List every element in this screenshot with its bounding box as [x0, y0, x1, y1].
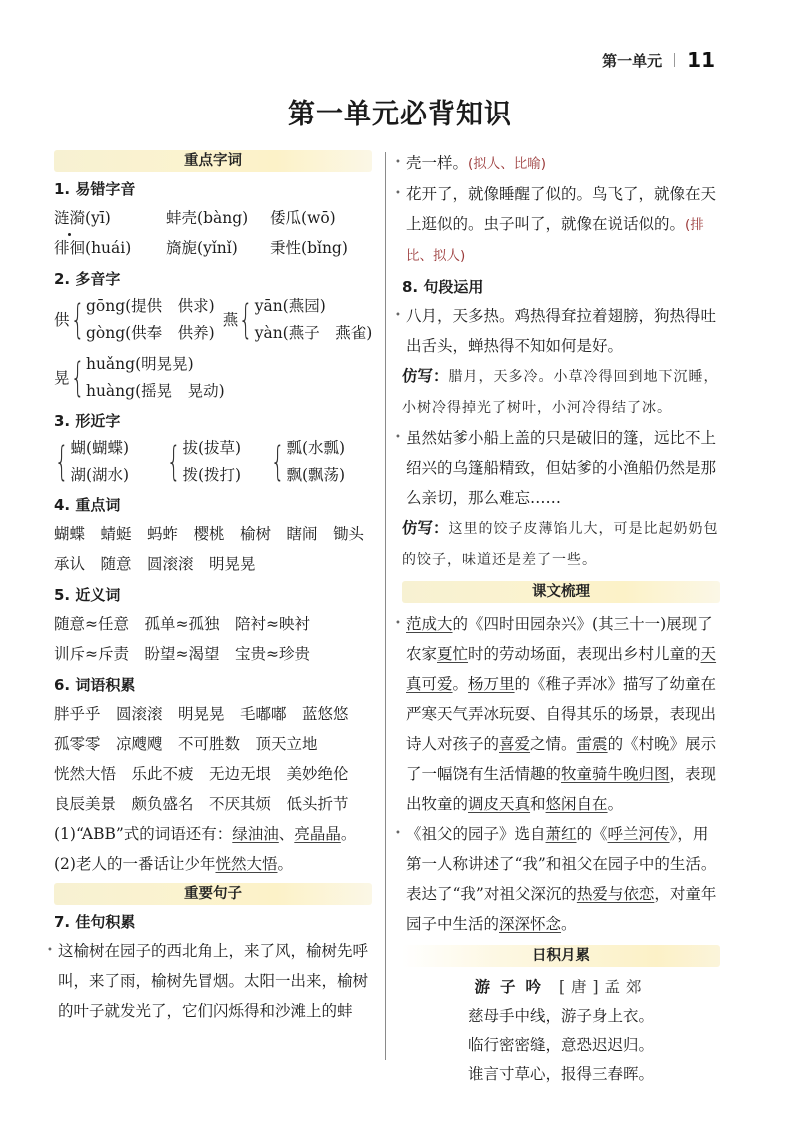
sentence-continuation: • 壳一样。(拟人、比喻) — [402, 148, 720, 179]
heading-synonyms: 5. 近义词 — [54, 586, 121, 604]
section-banner-key-words: 重点字词 — [54, 150, 372, 172]
brace-icon: { — [270, 439, 285, 485]
answer: 亮晶晶 — [294, 825, 341, 843]
key-words-line: 蝴蝶 蜻蜓 蚂蚱 樱桃 榆树 瞎闹 锄头 — [54, 525, 365, 543]
column-divider — [385, 152, 386, 1060]
rhetoric-note: (排比、拟人) — [406, 217, 704, 264]
page-number: 11 — [687, 48, 715, 72]
word: 涟漪 — [54, 203, 85, 233]
imitation-1: 仿写：腊月，天多冷。小草冷得回到地下沉睡，小树冷得掉光了树叶，小河冷得结了冰。 — [402, 367, 719, 416]
brace-icon: { — [54, 439, 69, 485]
vocab-line: 胖乎乎 圆滚滚 明晃晃 毛嘟嘟 蓝悠悠 — [54, 705, 349, 723]
pronunciation-row: 徘徊(huái) 旖旎(yǐnǐ) 秉性(bǐng) — [54, 239, 348, 257]
poem-heading: 游子吟 [唐]孟郊 — [474, 978, 648, 996]
key-words-line: 承认 随意 圆滚滚 明晃晃 — [54, 555, 256, 573]
vocab-question-2: (2)老人的一番话让少年恍然大悟。 — [54, 855, 293, 873]
polyphone-gong: 供 { gōng(提供 供求) gòng(供奉 供养) — [54, 297, 215, 343]
heading-similar-chars: 3. 形近字 — [54, 412, 121, 430]
left-column — [54, 150, 372, 1026]
example-paragraph: • 虽然姑爹小船上盖的只是破旧的篷，远比不上绍兴的乌篷船精致，但姑爹的小渔船仍然是那么亲切，那么难忘…… — [402, 423, 720, 513]
vocab-line: 孤零零 凉飕飕 不可胜数 顶天立地 — [54, 735, 318, 753]
page-header — [602, 48, 715, 72]
right-column — [402, 148, 720, 1089]
synonyms-line: 训斥≈斥责 盼望≈渴望 宝贵≈珍贵 — [54, 645, 310, 663]
brace-icon: { — [166, 439, 181, 485]
heading-vocabulary: 6. 词语积累 — [54, 676, 136, 694]
section-banner-key-sentences: 重要句子 — [54, 883, 372, 905]
polyphone-huang: 晃 { huǎng(明晃晃) huàng(摇晃 晃动) — [54, 355, 225, 401]
heading-good-sentences: 7. 佳句积累 — [54, 913, 136, 931]
brace-icon: { — [70, 297, 85, 343]
poem-line: 谁言寸草心，报得三春晖。 — [467, 1065, 654, 1083]
rhetoric-note: (拟人、比喻) — [468, 156, 547, 172]
vocab-question-1: (1)“ABB”式的词语还有：绿油油、亮晶晶。 — [54, 825, 357, 843]
heading-pronunciation: 1. 易错字音 — [54, 180, 136, 198]
page-title: 第一单元必背知识 — [288, 99, 512, 130]
unit-label: 第一单元 — [602, 51, 663, 70]
heading-polyphones: 2. 多音字 — [54, 270, 121, 288]
sentence-paragraph: • 这榆树在园子的西北角上，来了风，榆树先呼叫，来了雨，榆树先冒烟。太阳一出来，榆树的叶子就发光了，它们闪烁得和沙滩上的蚌 — [54, 936, 372, 1026]
answer: 绿油油 — [232, 825, 279, 843]
similar-group: { 蝴(蝴蝶) 湖(湖水) — [54, 439, 130, 485]
section-banner-daily-accumulation: 日积月累 — [402, 945, 720, 967]
heading-paragraph-use: 8. 句段运用 — [402, 278, 484, 296]
review-paragraph-2: • 《祖父的园子》选自萧红的《呼兰河传》，用第一人称讲述了“我”和祖父在园子中的生活。表达了“我”对祖父深沉的热爱与依恋，对童年园子中生活的深深怀念。 — [402, 819, 720, 939]
poem — [402, 973, 720, 1089]
review-paragraph-1: • 范成大的《四时田园杂兴》(其三十一)展现了农家夏忙时的劳动场面，表现出乡村儿童的天真可爱。杨万里的《稚子弄冰》描写了幼童在严寒天气弄冰玩耍、自得其乐的场景，表现出诗人对孩子的喜爱之情。雷震的《村晚》展示了一幅饶有生活情趣的牧童骑牛晚归图，表现出牧童的调皮天真和悠闲自在。 — [402, 609, 720, 819]
poem-line: 临行密密缝，意恐迟迟归。 — [467, 1036, 654, 1054]
heading-key-words: 4. 重点词 — [54, 496, 121, 514]
section-banner-text-review: 课文梳理 — [402, 581, 720, 603]
similar-chars-row — [54, 435, 372, 489]
example-paragraph: • 八月，天多热。鸡热得耷拉着翅膀，狗热得吐出舌头，蝉热得不知如何是好。 — [402, 301, 720, 361]
imitation-2: 仿写：这里的饺子皮薄馅儿大，可是比起奶奶包的饺子，味道还是差了一些。 — [402, 519, 719, 568]
sentence-paragraph: • 花开了，就像睡醒了似的。鸟飞了，就像在天上逛似的。虫子叫了，就像在说话似的。(排比、拟人) — [402, 179, 720, 271]
similar-group: { 瓢(水瓢) 飘(飘荡) — [270, 439, 346, 485]
vocab-line: 恍然大悟 乐此不疲 无边无垠 美妙绝伦 — [54, 765, 349, 783]
brace-icon: { — [70, 355, 85, 401]
synonyms-line: 随意≈任意 孤单≈孤独 陪衬≈映衬 — [54, 615, 310, 633]
pronunciation-row: 涟漪(yī) 蚌壳(bàng) 倭瓜(wō) — [54, 203, 372, 233]
header-divider — [674, 53, 675, 67]
vocab-line: 良辰美景 颇负盛名 不厌其烦 低头折节 — [54, 795, 349, 813]
polyphone-yan: 燕 { yān(燕园) yàn(燕子 燕雀) — [222, 297, 373, 343]
polyphone-row — [54, 293, 372, 347]
similar-group: { 拔(拔草) 拨(拨打) — [166, 439, 242, 485]
brace-icon: { — [238, 297, 253, 343]
answer: 恍然大悟 — [215, 855, 278, 873]
poem-line: 慈母手中线，游子身上衣。 — [467, 1007, 654, 1025]
